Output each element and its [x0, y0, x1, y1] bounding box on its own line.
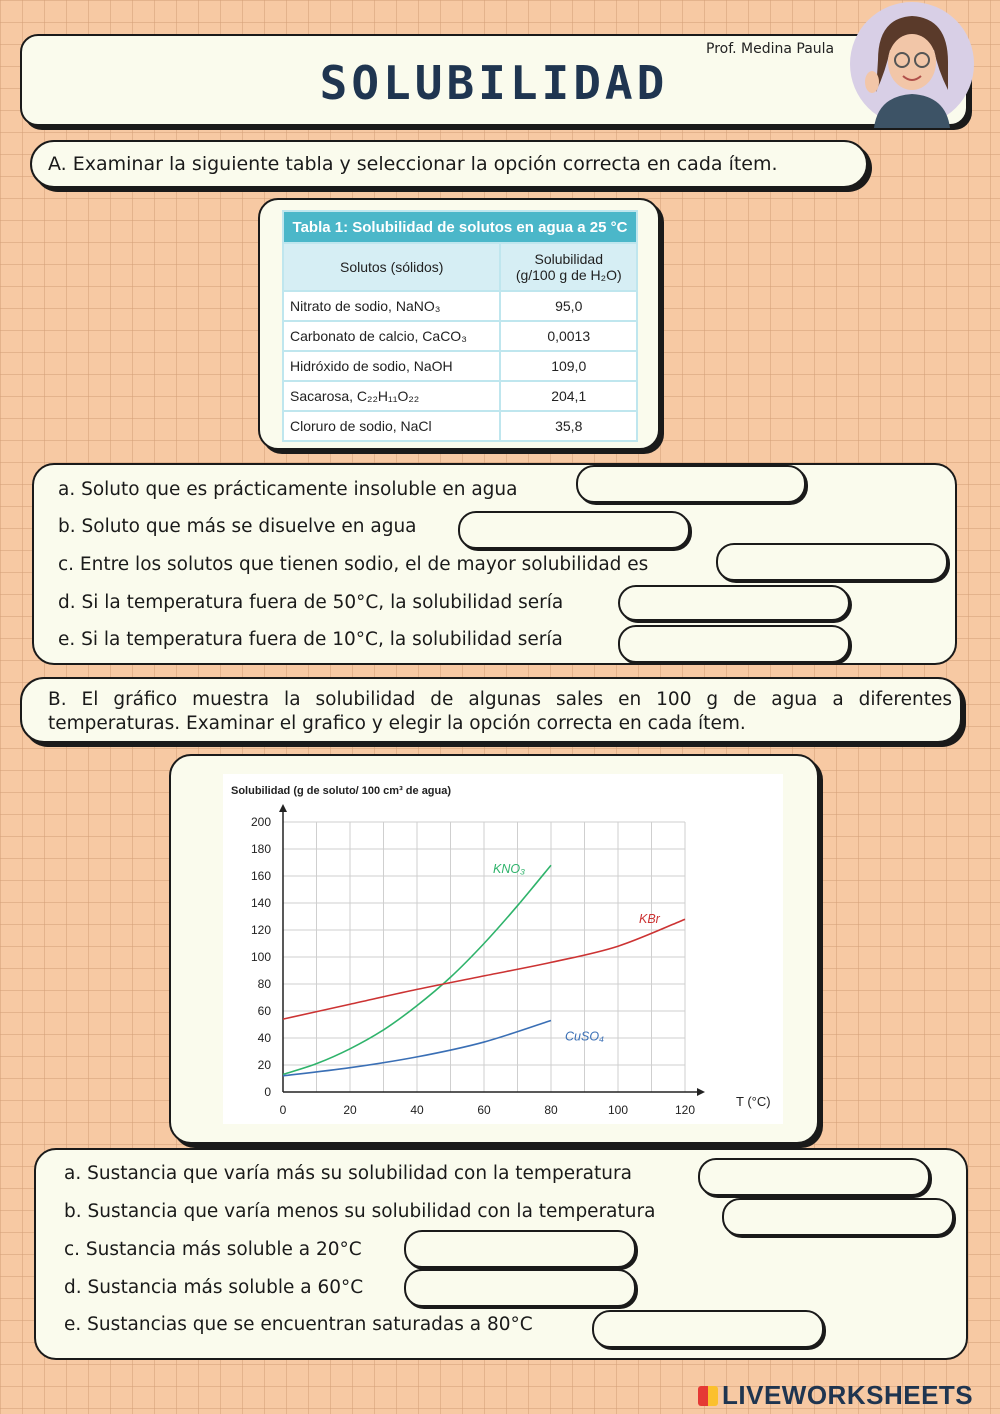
y-tick-label: 140 [250, 896, 271, 910]
answer-field-a-1[interactable] [576, 465, 806, 503]
section-a-questions [32, 463, 957, 665]
solute-cell: Cloruro de sodio, NaCl [283, 411, 500, 441]
answer-field-b-1[interactable] [698, 1158, 930, 1196]
question-b-2: b. Sustancia que varía menos su solubilidad con la temperatura [64, 1201, 656, 1222]
solute-cell: Nitrato de sodio, NaNO₃ [283, 291, 500, 321]
y-tick-label: 120 [250, 923, 271, 937]
table-row [283, 411, 637, 441]
section-b-questions [34, 1148, 968, 1360]
table-header-solubility-line1: Solubilidad [534, 251, 603, 267]
solubility-chart [223, 774, 783, 1124]
value-cell: 204,1 [500, 381, 637, 411]
table-caption: Tabla 1: Solubilidad de solutos en agua a 25 °C [283, 211, 637, 243]
series-label-2: CuSO₄ [565, 1029, 605, 1044]
value-cell: 35,8 [500, 411, 637, 441]
y-tick-label: 100 [250, 950, 271, 964]
answer-field-b-3[interactable] [404, 1230, 636, 1268]
solute-cell: Sacarosa, C₂₂H₁₁O₂₂ [283, 381, 500, 411]
y-tick-label: 60 [257, 1004, 271, 1018]
liveworksheets-icon [698, 1386, 718, 1406]
teacher-avatar-icon [848, 0, 976, 128]
section-a-instruction: A. Examinar la siguiente tabla y seleccionar la opción correcta en cada ítem. [48, 153, 778, 175]
answer-field-b-2[interactable] [722, 1198, 954, 1236]
question-b-4: d. Sustancia más soluble a 60°C [64, 1277, 364, 1298]
liveworksheets-brand: LIVEWORKSHEETS [722, 1380, 974, 1410]
table-row [283, 381, 637, 411]
solubility-table-frame [258, 198, 660, 450]
table-header-solubility [500, 243, 637, 291]
y-tick-label: 160 [250, 869, 271, 883]
x-tick-label: 0 [279, 1103, 287, 1117]
question-b-3: c. Sustancia más soluble a 20°C [64, 1239, 362, 1260]
y-tick-label: 200 [250, 815, 271, 829]
y-tick-label: 80 [257, 977, 271, 991]
table-header-solubility-line2: (g/100 g de H₂O) [515, 267, 622, 283]
question-b-1: a. Sustancia que varía más su solubilidad con la temperatura [64, 1163, 632, 1184]
page-title: SOLUBILIDAD [319, 56, 669, 110]
answer-field-b-5[interactable] [592, 1310, 824, 1348]
solute-cell: Carbonato de calcio, CaCO₃ [283, 321, 500, 351]
question-a-2: b. Soluto que más se disuelve en agua [58, 516, 417, 537]
value-cell: 0,0013 [500, 321, 637, 351]
series-label-0: KNO₃ [493, 862, 526, 877]
answer-field-b-4[interactable] [404, 1269, 636, 1307]
question-a-4: d. Si la temperatura fuera de 50°C, la solubilidad sería [58, 592, 564, 613]
solubility-table [282, 210, 638, 442]
question-a-1: a. Soluto que es prácticamente insoluble en agua [58, 479, 518, 500]
x-tick-label: 120 [674, 1103, 696, 1117]
question-a-5: e. Si la temperatura fuera de 10°C, la solubilidad sería [58, 629, 563, 650]
question-b-5: e. Sustancias que se encuentran saturadas a 80°C [64, 1314, 533, 1335]
solute-cell: Hidróxido de sodio, NaOH [283, 351, 500, 381]
section-b-instruction: B. El gráfico muestra la solubilidad de algunas sales en 100 g de agua a diferentes temperaturas. Examinar el grafico y elegir la opción correcta en cada ítem. [48, 689, 952, 734]
x-tick-label: 60 [477, 1103, 491, 1117]
answer-field-a-2[interactable] [458, 511, 690, 549]
y-tick-label: 20 [257, 1058, 271, 1072]
table-row [283, 321, 637, 351]
x-tick-label: 20 [343, 1103, 357, 1117]
y-tick-label: 180 [250, 842, 271, 856]
liveworksheets-logo [698, 1380, 973, 1411]
x-axis-label: T (°C) [736, 1094, 771, 1109]
author-label: Prof. Medina Paula [706, 41, 835, 57]
series-label-1: KBr [639, 912, 660, 927]
answer-field-a-4[interactable] [618, 585, 850, 621]
table-header-solutes: Solutos (sólidos) [283, 243, 500, 291]
value-cell: 109,0 [500, 351, 637, 381]
value-cell: 95,0 [500, 291, 637, 321]
section-b-instruction-box [20, 677, 962, 743]
table-row [283, 291, 637, 321]
x-tick-label: 40 [410, 1103, 424, 1117]
x-tick-label: 100 [607, 1103, 629, 1117]
question-a-3: c. Entre los solutos que tienen sodio, el de mayor solubilidad es [58, 554, 649, 575]
chart-title: Solubilidad (g de soluto/ 100 cm³ de agua) [231, 785, 452, 797]
x-tick-label: 80 [544, 1103, 558, 1117]
table-row [283, 351, 637, 381]
y-tick-label: 40 [257, 1031, 271, 1045]
answer-field-a-5[interactable] [618, 625, 850, 663]
y-tick-label: 0 [264, 1085, 271, 1099]
section-a-instruction-box [30, 140, 868, 188]
solubility-chart-frame [169, 754, 819, 1144]
answer-field-a-3[interactable] [716, 543, 948, 581]
